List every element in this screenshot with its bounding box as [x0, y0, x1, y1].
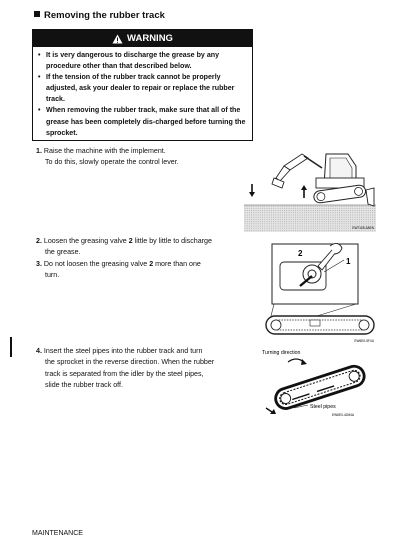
- step-text: the grease.: [45, 248, 81, 257]
- step-number: 1.: [36, 147, 42, 155]
- turning-direction-label: Turning direction: [262, 350, 301, 356]
- warning-list: [33, 47, 252, 139]
- section-heading: [34, 10, 165, 21]
- warning-label: WARNING: [127, 33, 173, 44]
- page-footer: MAINTENANCE: [32, 530, 83, 537]
- valve-number: 2: [128, 237, 133, 245]
- warning-triangle-icon: [112, 34, 123, 44]
- step-text: turn.: [45, 271, 60, 280]
- callout-2: 2: [298, 249, 303, 258]
- page-edge-marker: [10, 337, 12, 357]
- step-text: slide the rubber track off.: [45, 381, 123, 390]
- figure-greasing-valve: [262, 236, 376, 344]
- warning-header: [33, 30, 252, 47]
- figure-raise-machine: [244, 148, 376, 232]
- callout-1: 1: [346, 257, 351, 266]
- square-bullet-icon: [34, 11, 40, 17]
- valve-number: 2: [149, 260, 154, 268]
- step-text: more than one: [153, 260, 201, 268]
- steel-pipes-label: Steel pipes: [310, 404, 336, 410]
- rotation-arrow-icon: [301, 359, 307, 365]
- step-text: track is separated from the idler by the steel pipes,: [45, 369, 204, 378]
- step-text: Do not loosen the greasing valve: [43, 260, 150, 268]
- step-text: Insert the steel pipes into the rubber track and turn: [43, 347, 203, 355]
- step-number: 3.: [36, 260, 42, 268]
- arrow-down-icon: [249, 192, 255, 197]
- step-3: [36, 259, 256, 282]
- step-text: To do this, slowly operate the control lever.: [45, 158, 179, 167]
- warning-item: • If the tension of the rubber track cannot be properly adjusted, ask your dealer to repair or replace the rubber track.: [38, 72, 247, 105]
- figure-code: EW6E0-42M4A: [332, 413, 354, 417]
- figure-code: EW6E0-5F4U: [354, 339, 374, 343]
- warning-item: • When removing the rubber track, make sure that all of the grease has been completely dis-charged before turning the sprocket.: [38, 105, 247, 138]
- step-number: 4.: [36, 347, 42, 355]
- step-4: [36, 346, 262, 392]
- figure-steel-pipes: [258, 346, 376, 424]
- step-number: 2.: [36, 237, 42, 245]
- step-text: Raise the machine with the implement.: [43, 147, 166, 155]
- step-2: [36, 236, 256, 259]
- section-title: Removing the rubber track: [44, 10, 165, 21]
- warning-box: [32, 29, 253, 141]
- step-text: the sprocket in the reverse direction. When the rubber: [45, 358, 215, 367]
- warning-item: • It is very dangerous to discharge the grease by any procedure other than that described below.: [38, 50, 247, 72]
- figure-code: EW7105-3AEN: [352, 226, 374, 230]
- step-text: little by little to discharge: [132, 237, 212, 245]
- arrow-up-icon: [301, 185, 307, 190]
- step-1: [36, 146, 256, 169]
- step-text: Loosen the greasing valve: [43, 237, 129, 245]
